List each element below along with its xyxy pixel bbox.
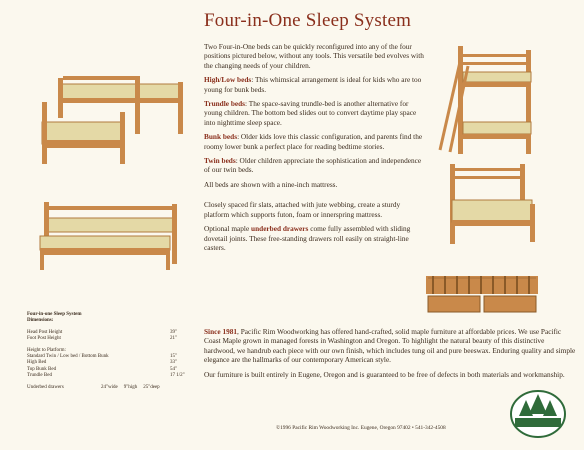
section-high-low: High/Low beds: This whimsical arrangement is ideal for kids who are too young for bunk beds.	[204, 75, 422, 94]
company-paragraph-2: Our furniture is built entirely in Eugene, Oregon and is guaranteed to be free of defects in both materials and workmanship.	[204, 369, 565, 379]
platform-heading: Height to Platform:	[27, 347, 66, 353]
feature-column	[204, 42, 426, 257]
specs-subtitle: Dimensions:	[27, 318, 54, 324]
trundle-bed-photo	[38, 198, 188, 278]
dimensions-table	[27, 312, 192, 391]
twin-bed-photo	[440, 160, 540, 250]
company-text	[204, 327, 576, 384]
section-twin: Twin beds: Older children appreciate the sophistication and independence of our twin beds.	[204, 156, 422, 175]
pacific-rim-logo	[509, 388, 567, 438]
intro-paragraph: Two Four-in-One beds can be quickly reconfigured into any of the four positions pictured below, without any tools. This versatile bed evolves with the changing needs of your children.	[204, 42, 424, 70]
company-paragraph-1: Since 1981, Pacific Rim Woodworking has offered hand-crafted, solid maple furniture at affordable prices. We use Pacific Coast Maple grown in managed forests in Washington and Oregon. To highlight the natural beauty of this distinctive hardwood, we handrub each piece with our own finish, which includes tung oil and pure beeswax. Enduring quality and simple elegance are the hallmarks of our contemporary American style.	[204, 327, 576, 365]
bunk-bed-photo	[438, 44, 544, 156]
spec-row: Top Bunk Bed 54"	[27, 366, 178, 372]
slats-note: Closely spaced fir slats, attached with jute webbing, create a sturdy platform which supports futon, foam or innerspring mattress.	[204, 200, 401, 219]
spec-row: Trundle Bed 17 1/2"	[27, 373, 185, 379]
underbed-drawers-photo	[422, 270, 544, 318]
drawers-note: Optional maple underbed drawers come fully assembled with sliding dovetail joints. These free-standing drawers roll easily on straight-line casters.	[204, 224, 411, 252]
spec-row: High Bed 33"	[27, 360, 178, 366]
section-trundle: Trundle beds: The space-saving trundle-bed is another alternative for young children. The bottom bed slides out to convert daytime play space into nighttime sleep space.	[204, 99, 417, 127]
specs-title: Four-in-one Sleep System	[27, 312, 82, 317]
drawer-spec-row: Underbed drawers 24"wide 9"high 25"deep	[27, 384, 160, 390]
high-low-bed-photo	[40, 72, 190, 172]
section-bunk: Bunk beds: Older kids love this classic configuration, and parents find the roomy lower bunk a perfect place for reading bedtime stories.	[204, 132, 423, 151]
footer-copyright: ©1996 Pacific Rim Woodworking Inc. Eugene, Oregon 97402 • 541-342-4508	[276, 425, 446, 431]
spec-row: Head Post Height 39"	[27, 329, 178, 335]
spec-row: Standard Twin / Low bed / Bottom Bunk 15"	[27, 354, 178, 360]
spec-row: Foot Post Height 21"	[27, 336, 178, 342]
page-title: Four-in-One Sleep System	[204, 10, 412, 31]
mattress-note: All beds are shown with a nine-inch mattress.	[204, 179, 338, 189]
